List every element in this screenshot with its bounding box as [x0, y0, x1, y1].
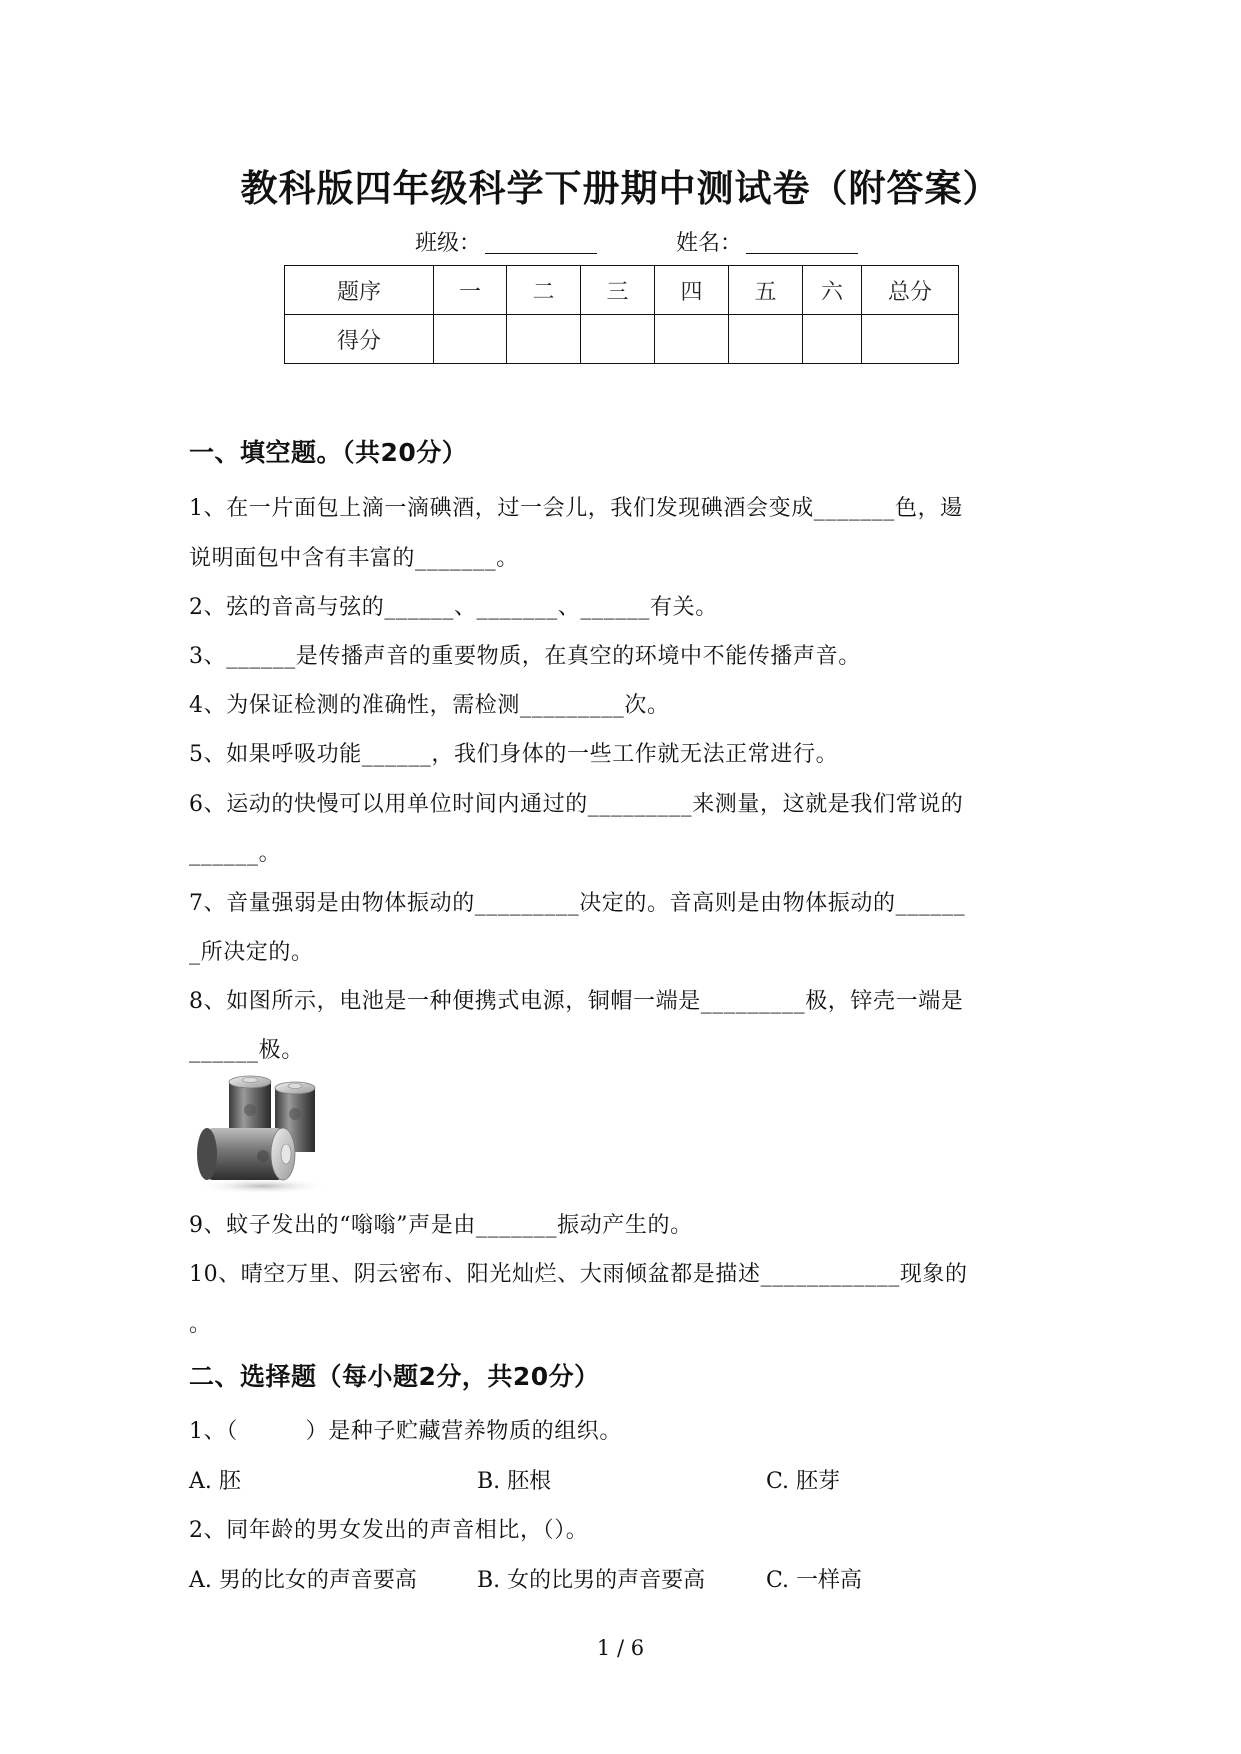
- score-table-score-row: [285, 315, 959, 364]
- option-b[interactable]: B. 女的比男的声音要高: [477, 1568, 706, 1593]
- question-line: 5、如果呼吸功能______，我们身体的一些工作就无法正常进行。: [189, 742, 839, 767]
- table-cell: 四: [655, 266, 729, 315]
- score-cell[interactable]: [803, 315, 862, 364]
- question-line: 。: [189, 1312, 212, 1337]
- class-field: [415, 226, 597, 257]
- score-table-header-row: [285, 266, 959, 315]
- question-line: 9、蚊子发出的“嗡嗡”声是由_______振动产生的。: [189, 1213, 693, 1238]
- page-number: 1 / 6: [596, 1636, 645, 1660]
- option-b[interactable]: B. 胚根: [477, 1469, 552, 1494]
- table-cell: 总分: [862, 266, 959, 315]
- question-line: ______。: [189, 841, 282, 866]
- class-label: 班级：: [415, 231, 482, 256]
- class-blank[interactable]: [485, 235, 597, 254]
- question-line: _所决定的。: [189, 940, 314, 965]
- score-cell[interactable]: [655, 315, 729, 364]
- section-heading: 一、填空题。（共20分）: [189, 438, 468, 467]
- section-heading: 二、选择题（每小题2分，共20分）: [189, 1362, 600, 1391]
- question-line: 8、如图所示，电池是一种便携式电源，铜帽一端是_________极，锌壳一端是: [189, 989, 964, 1014]
- question-line: 1、在一片面包上滴一滴碘酒，过一会儿，我们发现碘酒会变成_______色，逿: [189, 496, 963, 521]
- option-c[interactable]: C. 胚芽: [766, 1469, 841, 1494]
- question-stem: 2、同年龄的男女发出的声音相比，（）。: [189, 1518, 589, 1543]
- name-blank[interactable]: [746, 235, 858, 254]
- battery-image: [193, 1070, 331, 1194]
- table-cell: 六: [803, 266, 862, 315]
- page-title: 教科版四年级科学下册期中测试卷（附答案）: [240, 167, 1001, 210]
- table-cell: 一: [434, 266, 507, 315]
- table-cell: 得分: [285, 315, 434, 364]
- question-line: 6、运动的快慢可以用单位时间内通过的_________来测量，这就是我们常说的: [189, 792, 964, 817]
- option-a[interactable]: A. 男的比女的声音要高: [189, 1568, 417, 1593]
- question-line: 说明面包中含有丰富的_______。: [189, 546, 519, 571]
- score-cell[interactable]: [434, 315, 507, 364]
- score-cell[interactable]: [507, 315, 581, 364]
- question-stem: 1、（ ）是种子贮藏营养物质的组织。: [189, 1419, 622, 1444]
- question-line: 4、为保证检测的准确性，需检测_________次。: [189, 693, 670, 718]
- question-line: 10、晴空万里、阴云密布、阳光灿烂、大雨倾盆都是描述____________现象的: [189, 1262, 968, 1287]
- question-line: 7、音量强弱是由物体振动的_________决定的。音高则是由物体振动的______: [189, 891, 966, 916]
- score-cell[interactable]: [729, 315, 803, 364]
- table-cell: 五: [729, 266, 803, 315]
- option-a[interactable]: A. 胚: [189, 1469, 241, 1494]
- question-line: 3、______是传播声音的重要物质，在真空的环境中不能传播声音。: [189, 644, 861, 669]
- name-field: [676, 226, 858, 257]
- question-line: 2、弦的音高与弦的______、_______、______有关。: [189, 595, 718, 620]
- score-table: [284, 265, 959, 364]
- score-cell[interactable]: [862, 315, 959, 364]
- table-cell: 三: [581, 266, 655, 315]
- table-cell: 二: [507, 266, 581, 315]
- table-cell: 题序: [285, 266, 434, 315]
- name-label: 姓名：: [676, 231, 743, 256]
- option-c[interactable]: C. 一样高: [766, 1568, 863, 1593]
- question-line: ______极。: [189, 1038, 304, 1063]
- score-cell[interactable]: [581, 315, 655, 364]
